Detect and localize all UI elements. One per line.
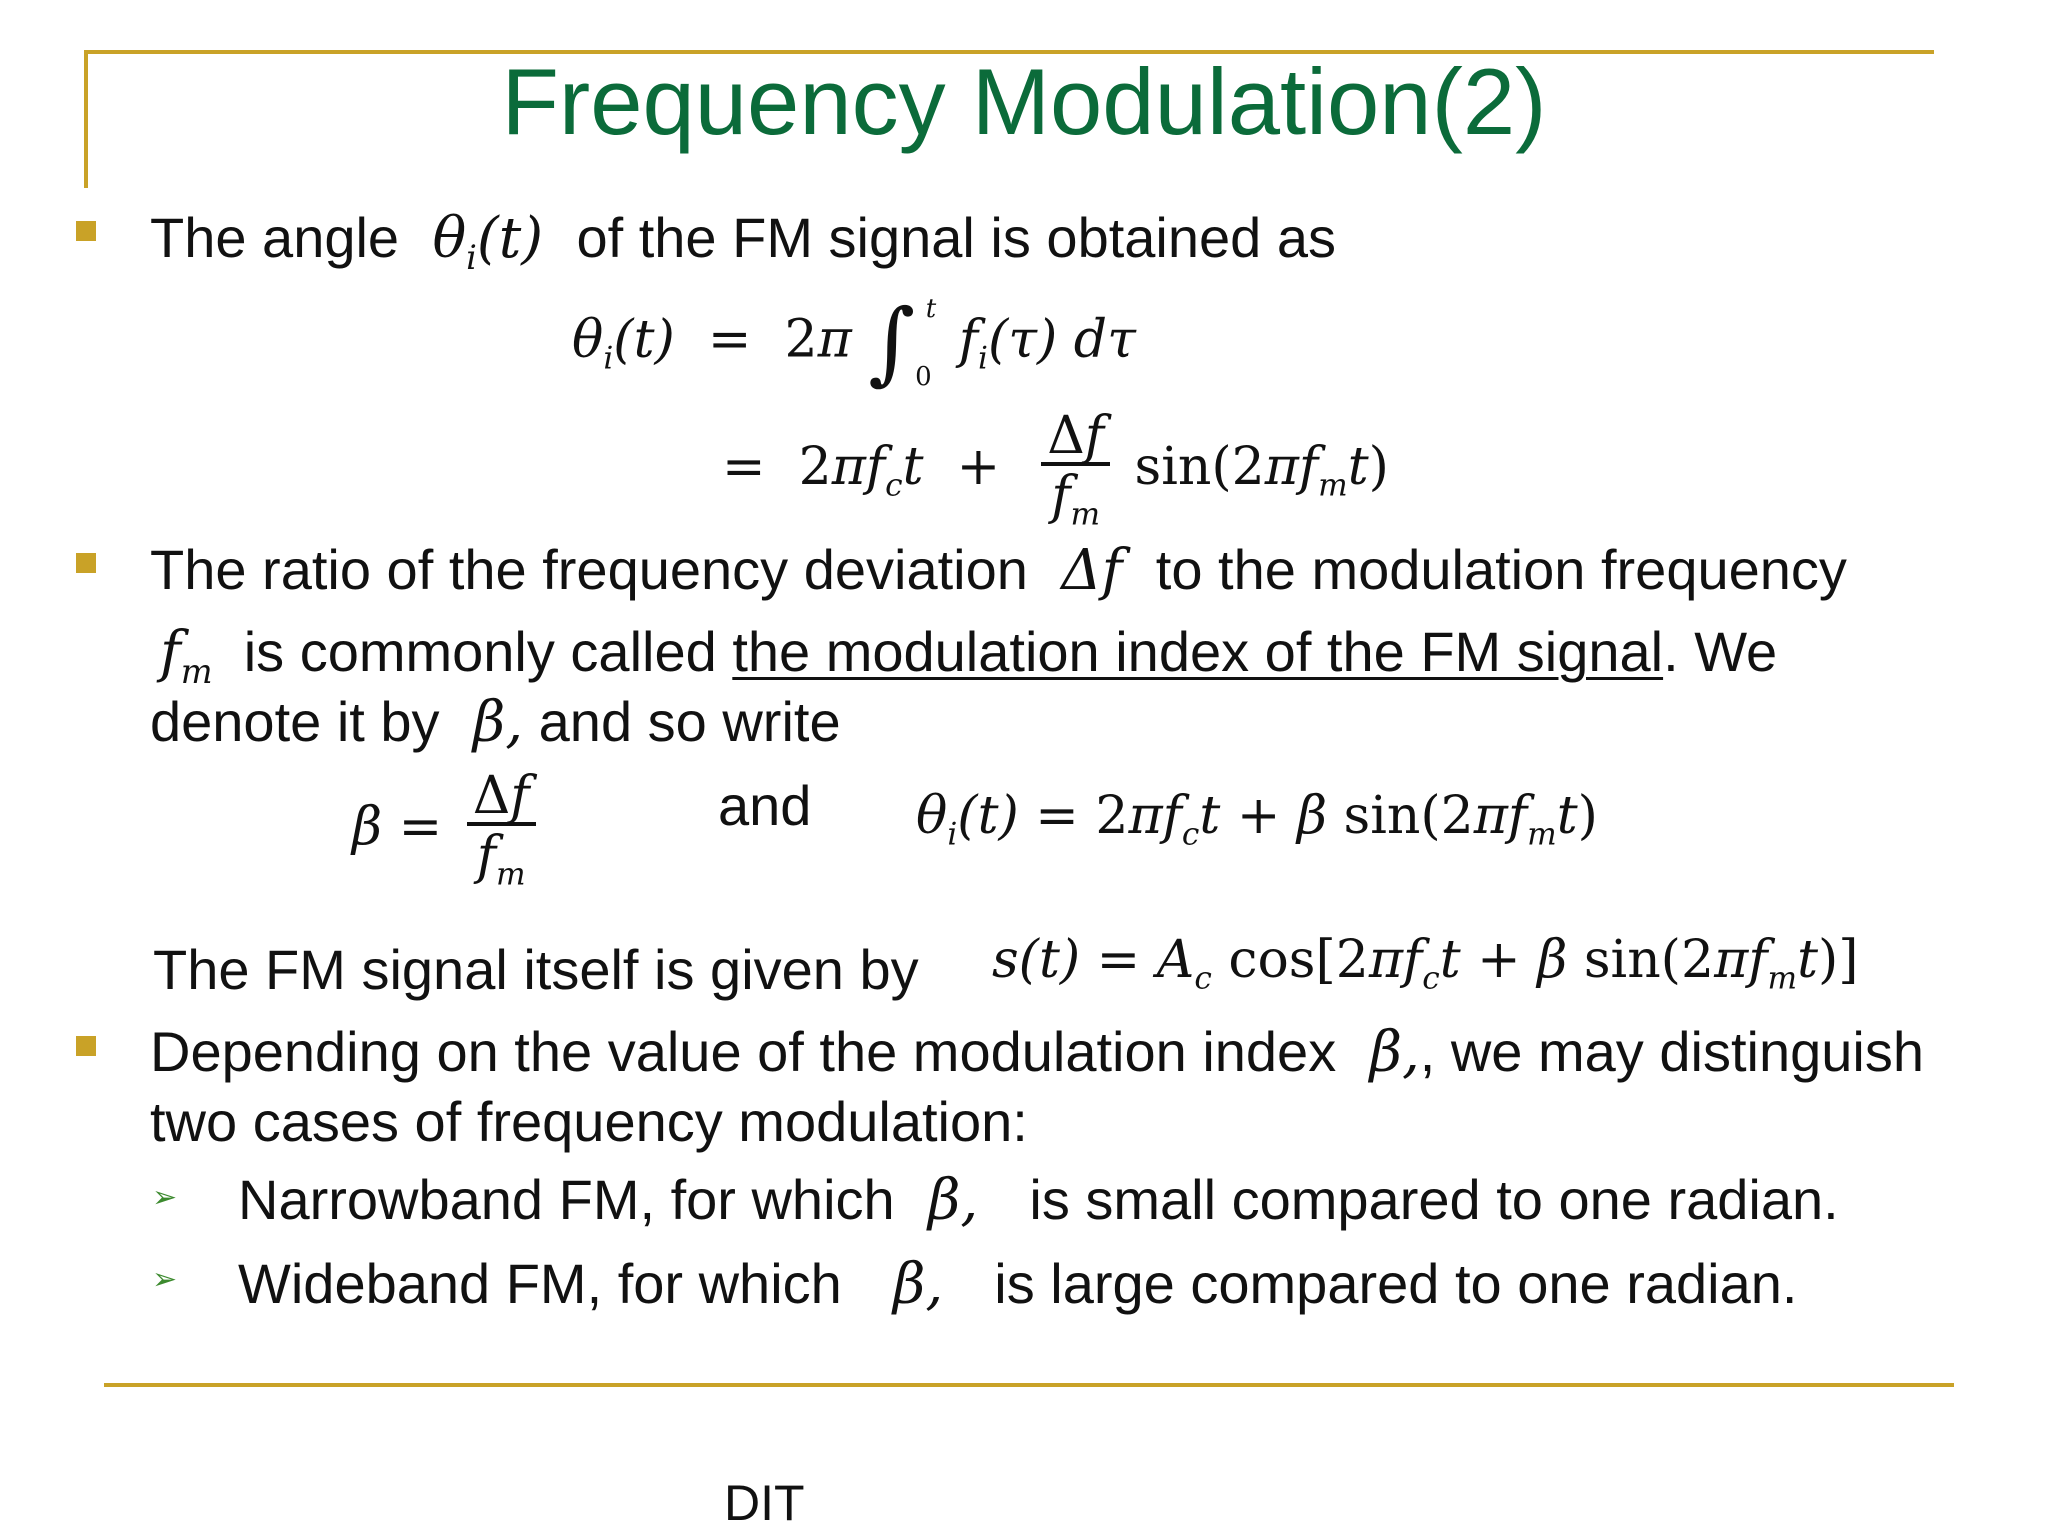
- delta-f-symbol: Δf: [1043, 538, 1141, 603]
- slide-title: Frequency Modulation(2): [501, 49, 1547, 154]
- and-word: and: [718, 774, 812, 837]
- beta-symbol: β,: [455, 690, 524, 755]
- bullet-marker-3: [76, 1036, 96, 1056]
- bullet-3-line-1: Depending on the value of the modulation index β,, we may distinguish: [150, 1020, 1924, 1085]
- sub-bullet-2: Wideband FM, for which β, is large compared to one radian.: [238, 1252, 1798, 1317]
- bullet-2-line-3: denote it by β, and so write: [150, 690, 841, 755]
- bullet-marker-2: [76, 553, 96, 573]
- sub-bullet-arrow-1: ➢: [152, 1180, 178, 1215]
- beta-symbol: β,: [857, 1252, 979, 1317]
- equation-angle-beta: $\theta_i(t) = 2\pi f_ct + \beta$ $\sin(2\pi f_mt)$: [916, 786, 1598, 853]
- bullet-1-post: of the FM signal is obtained as: [576, 206, 1336, 269]
- bullet-1-text: [150, 206, 1336, 278]
- beta-symbol: β,: [910, 1168, 1014, 1233]
- sub-bullet-arrow-2: ➢: [152, 1262, 178, 1297]
- equation-angle-integral: $\theta_i(t) = 2\pi$ $\int_0^t$ $f_i(\tau)$ dτ: [572, 290, 1136, 395]
- beta-symbol: β,: [1351, 1020, 1420, 1085]
- fm-signal-text: The FM signal itself is given by: [153, 938, 919, 1001]
- bottom-rule: [104, 1383, 1954, 1387]
- theta-symbol: $\theta_i(t)$: [414, 206, 561, 278]
- bullet-marker-1: [76, 221, 96, 241]
- fm-symbol: $f_m$: [160, 620, 213, 692]
- equation-fm-signal: $s(t) = A_c$ $\cos[2\pi f_ct + \beta$ $\sin(2\pi f_mt)$]: [992, 930, 1859, 997]
- bullet-3-line-2: two cases of frequency modulation:: [150, 1090, 1028, 1153]
- bullet-2-line-1: The ratio of the frequency deviation Δf to the modulation frequency: [150, 538, 1847, 603]
- bullet-1-pre: The angle: [150, 206, 400, 269]
- bullet-2-line-2: $f_m$ is commonly called the modulation index of the FM signal. We: [160, 620, 1778, 692]
- footer-label: DIT: [724, 1475, 805, 1531]
- sub-bullet-1: Narrowband FM, for which β, is small compared to one radian.: [238, 1168, 1839, 1233]
- equation-angle-expanded: = $2\pi f_ct$ + $\frac{\Delta f}{f_m}$ $\sin(2\pi f_mt)$: [722, 406, 1389, 533]
- equation-beta: β = $\frac{\Delta f}{f_m}$: [352, 770, 544, 891]
- modulation-index-link: the modulation index of the FM signal: [732, 620, 1664, 683]
